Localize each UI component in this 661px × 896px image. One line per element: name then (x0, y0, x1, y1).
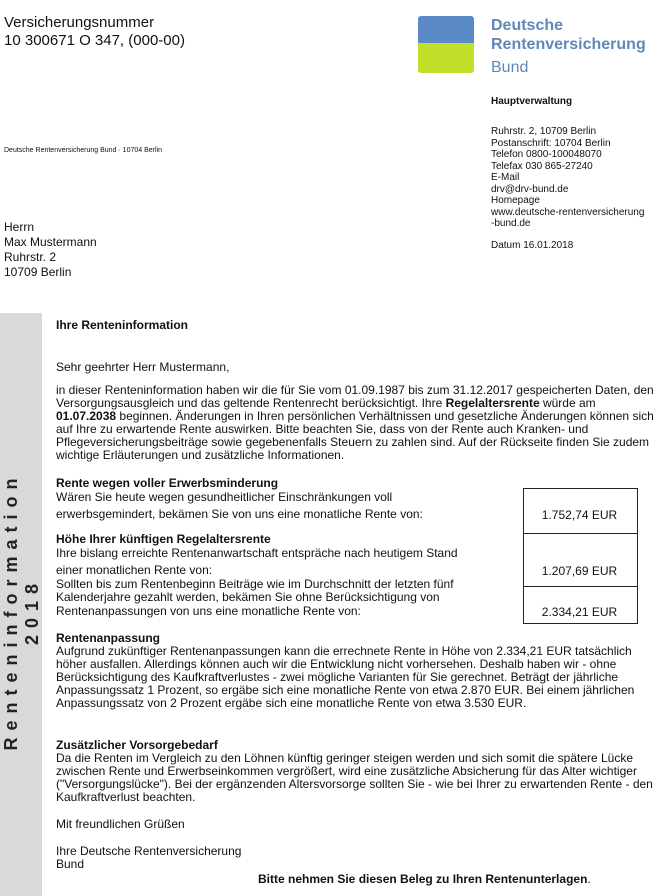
insurance-number-value: 10 300671 O 347, (000-00) (4, 32, 185, 49)
projected-pension-amount: 2.334,21 EUR (541, 605, 618, 619)
insurance-number-block (4, 14, 185, 50)
future-pension-line: einer monatlichen Rente von: (56, 563, 213, 577)
contact-line: Telefax 030 865-27240 (491, 160, 593, 172)
ewm-heading: Rente wegen voller Erwerbsminderung (56, 476, 279, 490)
adjustment-paragraph: Aufgrund zukünftiger Rentenanpassungen kann die errechnete Rente in Höhe von 2.334,21 EUR tatsächlich höher ausfallen. Allerdings können auch wir die Entwicklung nicht vorhersehen. Deshalb haben wir - ohne Berücksichtigung des Kaufkraftverlustes - zwei mögliche Varianten für Sie gerechnet. Beträgt der jährliche Anpassungssatz 1 Prozent, so ergäbe sich eine monatliche Rente von etwa 2.870 EUR. Bei einem jährlichen Anpassungssatz von 2 Prozent ergäbe sich eine monatliche Rente von etwa 3.530 EUR. (56, 644, 635, 710)
amount-box-divider (523, 586, 637, 587)
hauptverwaltung-label: Hauptverwaltung (491, 96, 573, 107)
intro-paragraph (56, 384, 656, 462)
intro-regelaltersrente: Regelaltersrente (445, 396, 540, 410)
intro-text: beginnen. Änderungen in Ihren persönlichen Verhältnissen und gesetzliche Änderungen können sich auf Ihre zu erwartende Rente auswirken. Bitte beachten Sie, dass von der Rente auch Kranken- und Pflegeversicherungsbeiträge sowie gegebenenfalls Steuern zu zahlen sind. Auf der Rückseite finden Sie zudem wichtige Erläuterungen und zusätzliche Informationen. (56, 409, 654, 462)
letter-date: Datum 16.01.2018 (491, 240, 574, 251)
recipient-address (4, 220, 97, 280)
adjustment-heading: Rentenanpassung (56, 631, 161, 645)
address-name: Max Mustermann (4, 235, 97, 249)
future-pension-line: Rentenanpassungen von uns eine monatliche Rente von: (56, 604, 361, 618)
closing: Mit freundlichen Grüßen (56, 817, 185, 831)
provision-heading: Zusätzlicher Vorsorgebedarf (56, 738, 218, 752)
footer-note-text: Bitte nehmen Sie diesen Beleg zu Ihren Rentenunterlagen (258, 872, 588, 886)
signature-line: Bund (56, 857, 85, 871)
future-pension-line: Ihre bislang erreichte Rentenanwartschaft entspräche nach heutigem Stand (56, 546, 458, 560)
contact-homepage-cont: -bund.de (491, 218, 531, 229)
intro-text: würde am (539, 396, 596, 410)
contact-line: E-Mail (491, 172, 520, 183)
brand-line-2: Rentenversicherung (491, 36, 646, 53)
brand-line-1: Deutsche (491, 17, 564, 34)
footer-note-dot: . (587, 872, 591, 886)
vertical-title: Renteninformation 2018 (1, 471, 42, 751)
provision-paragraph: Da die Renten im Vergleich zu den Löhnen künftig geringer steigen werden und sich somit die spätere Lücke zwischen Rente und Erwerbseinkommen vergrößert, wird eine zusätzliche Absicherung für das Alter wichtiger ("Versorgungslücke"). Bei der ergänzenden Altersvorsorge sollten Sie - wie bei Ihrer zu erwartenden Rente - den Kaufkraftverlust beachten. (56, 751, 653, 804)
footer-note (258, 872, 591, 886)
ewm-amount: 1.752,74 EUR (541, 508, 618, 522)
contact-line: Homepage (491, 195, 540, 206)
logo-blue-block (418, 16, 474, 43)
letter-title: Ihre Renteninformation (56, 318, 189, 332)
signature (56, 845, 241, 871)
future-pension-heading: Höhe Ihrer künftigen Regelaltersrente (56, 532, 271, 546)
signature-line: Ihre Deutsche Rentenversicherung (56, 844, 242, 858)
contact-line: Ruhrstr. 2, 10709 Berlin (491, 126, 597, 137)
ewm-line: erwerbsgemindert, bekämen Sie von uns eine monatliche Rente von: (56, 507, 423, 521)
ewm-line: Wären Sie heute wegen gesundheitlicher Einschränkungen voll (56, 490, 393, 504)
current-pension-amount: 1.207,69 EUR (541, 564, 618, 578)
contact-line: Telefon 0800-100048070 (491, 149, 602, 160)
address-salutation: Herrn (4, 220, 35, 234)
contact-email: drv@drv-bund.de (491, 183, 569, 195)
contact-homepage: www.deutsche-rentenversicherung (491, 206, 645, 218)
address-street: Ruhrstr. 2 (4, 250, 57, 264)
greeting: Sehr geehrter Herr Mustermann, (56, 360, 230, 374)
contact-line: Postanschrift: 10704 Berlin (491, 137, 611, 149)
logo-green-block (418, 43, 474, 73)
address-city: 10709 Berlin (4, 265, 72, 279)
amount-box-divider (523, 533, 637, 534)
brand-line-3: Bund (491, 59, 529, 76)
drv-logo (418, 16, 474, 73)
insurance-number-label: Versicherungsnummer (4, 14, 155, 31)
intro-start-date: 01.07.2038 (56, 409, 117, 423)
contact-block (491, 126, 659, 230)
sender-line: Deutsche Rentenversicherung Bund · 10704 Berlin (4, 147, 162, 154)
brand-name (491, 16, 646, 77)
future-pension-line: Sollten bis zum Rentenbeginn Beiträge wie im Durchschnitt der letzten fünf Kalenderjahre gezahlt werden, bekämen Sie ohne Berücksichtigung von (56, 577, 454, 604)
intro-text: in dieser Renteninformation haben wir die für Sie vom 01.09.1987 bis zum 31.12.2017 gespeicherten Daten, den Versorgungsausgleich und das geltende Rentenrecht berücksichtigt. Ihre (56, 383, 654, 410)
